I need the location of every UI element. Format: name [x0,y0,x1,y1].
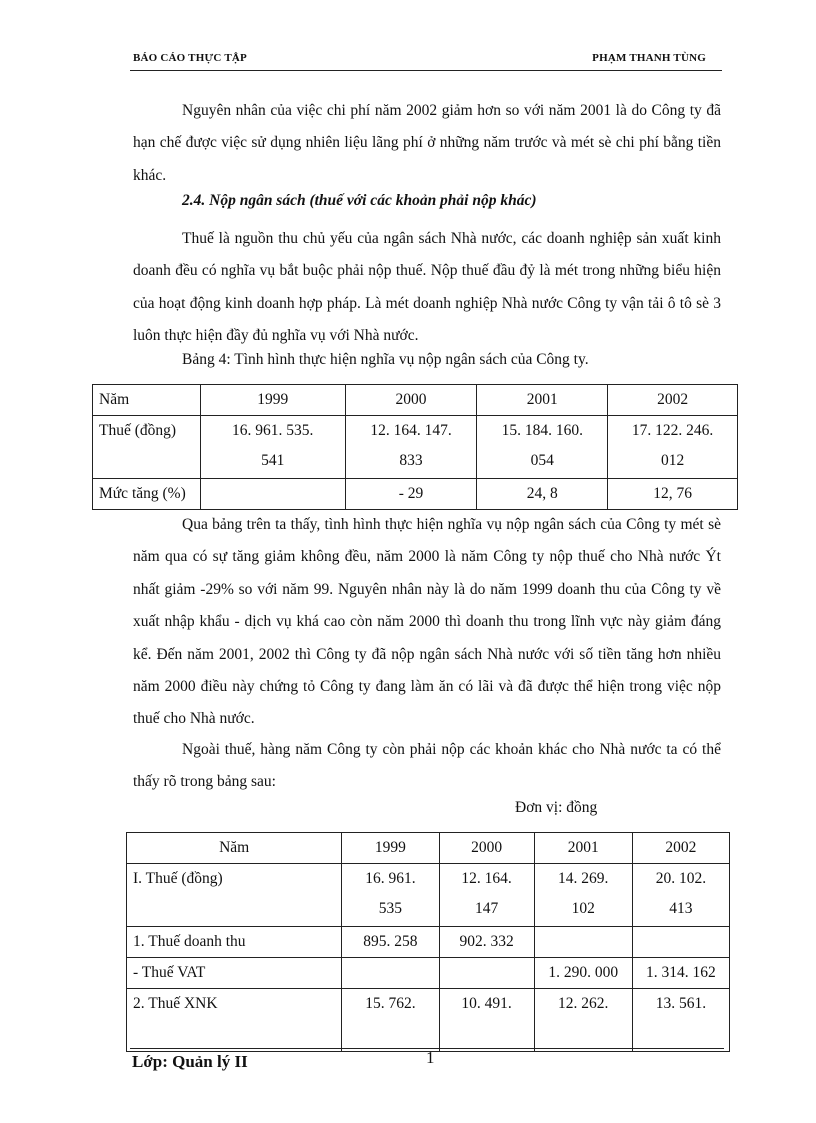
table-cell: 1. 314. 162 [632,958,729,989]
table-header-cell: 2001 [477,385,608,416]
table-header-cell: 2000 [439,833,534,864]
table-cell: 1. Thuế doanh thu [127,927,342,958]
table-row [127,864,730,927]
table-cell: 16. 961. 535 [342,864,439,927]
table-cell: 15. 762. [342,989,439,1052]
table-caption: Bảng 4: Tình hình thực hiện nghĩa vụ nộp ngân sách của Công ty. [182,351,589,368]
table-cell: 2. Thuế XNK [127,989,342,1052]
table-cell [632,927,729,958]
table-cell: - Thuế VAT [127,958,342,989]
table-cell: 20. 102. 413 [632,864,729,927]
table-cell: 13. 561. [632,989,729,1052]
table-cell: 12, 76 [608,479,738,510]
footer-class-label: Lớp: Quản lý II [132,1052,248,1071]
page-number: 1 [426,1048,435,1067]
table-cell: - 29 [345,479,477,510]
table-row [93,416,738,479]
table-cell: 12. 164. 147. 833 [345,416,477,479]
table-header-cell: Năm [127,833,342,864]
table-cell: 1. 290. 000 [534,958,632,989]
table-cell [534,927,632,958]
paragraph-1: Nguyên nhân của việc chi phí năm 2002 giảm hơn so với năm 2001 là do Công ty đã hạn chế được việc sử dụng nhiên liệu lãng phí ở những năm trước và mét sè chi phí bằng tiền khác. [133,102,721,184]
table-cell: 12. 164. 147 [439,864,534,927]
table-cell [200,479,345,510]
unit-label: Đơn vị: đồng [515,799,598,816]
header-rule [130,70,722,71]
paragraph-3: Qua bảng trên ta thấy, tình hình thực hiện nghĩa vụ nộp ngân sách của Công ty mét sè năm qua có sự tăng giảm không đều, năm 2000 là năm Công ty nộp thuế cho Nhà nước Ýt nhất giảm -29% so với năm 99. Nguyên nhân này là do năm 1999 doanh thu của Công ty về xuất nhập khẩu - dịch vụ khá cao còn năm 2000 thì doanh thu trong lĩnh vực này giảm đáng kể. Đến năm 2001, 2002 thì Công ty đã nộp ngân sách Nhà nước với số tiền tăng hơn nhiều năm 2000 điều này chứng tỏ Công ty đang làm ăn có lãi và đã được thể hiện trong việc nộp thuế cho Nhà nước. [133,516,721,728]
table-cell: 10. 491. [439,989,534,1052]
table-cell: I. Thuế (đồng) [127,864,342,927]
other-payments-table [126,832,730,1052]
table-cell: 15. 184. 160. 054 [477,416,608,479]
header-right: PHẠM THANH TÙNG [592,52,706,64]
table-cell: 24, 8 [477,479,608,510]
table-row [93,385,738,416]
table-cell: Thuế (đồng) [93,416,201,479]
table-cell: 902. 332 [439,927,534,958]
table-cell: 17. 122. 246. 012 [608,416,738,479]
table-cell: 12. 262. [534,989,632,1052]
table-header-cell: 2000 [345,385,477,416]
table-header-cell: Năm [93,385,201,416]
section-heading: 2.4. Nộp ngân sách (thuế với các khoản phải nộp khác) [182,192,537,209]
table-header-cell: 2002 [632,833,729,864]
table-header-cell: 2001 [534,833,632,864]
table-row [127,958,730,989]
table-cell: 895. 258 [342,927,439,958]
paragraph-4: Ngoài thuế, hàng năm Công ty còn phải nộp các khoản khác cho Nhà nước ta có thể thấy rõ trong bảng sau: [133,741,721,791]
table-row [127,989,730,1052]
table-row [93,479,738,510]
budget-table [92,384,738,510]
header-left: BÁO CÁO THỰC TẬP [133,52,247,64]
table-cell: 16. 961. 535. 541 [200,416,345,479]
table-row [127,927,730,958]
table-cell [342,958,439,989]
table-header-cell: 2002 [608,385,738,416]
table-cell: 14. 269. 102 [534,864,632,927]
table-row [127,833,730,864]
table-cell: Mức tăng (%) [93,479,201,510]
table-header-cell: 1999 [342,833,439,864]
table-cell [439,958,534,989]
paragraph-2: Thuế là nguồn thu chủ yếu của ngân sách Nhà nước, các doanh nghiệp sản xuất kinh doanh đều có nghĩa vụ bắt buộc phải nộp thuế. Nộp thuế đầu đỷ là mét trong những biểu hiện của hoạt động kinh doanh hợp pháp. Là mét doanh nghiệp Nhà nước Công ty vận tải ô tô sè 3 luôn thực hiện đầy đủ nghĩa vụ với Nhà nước. [133,230,721,345]
table-header-cell: 1999 [200,385,345,416]
